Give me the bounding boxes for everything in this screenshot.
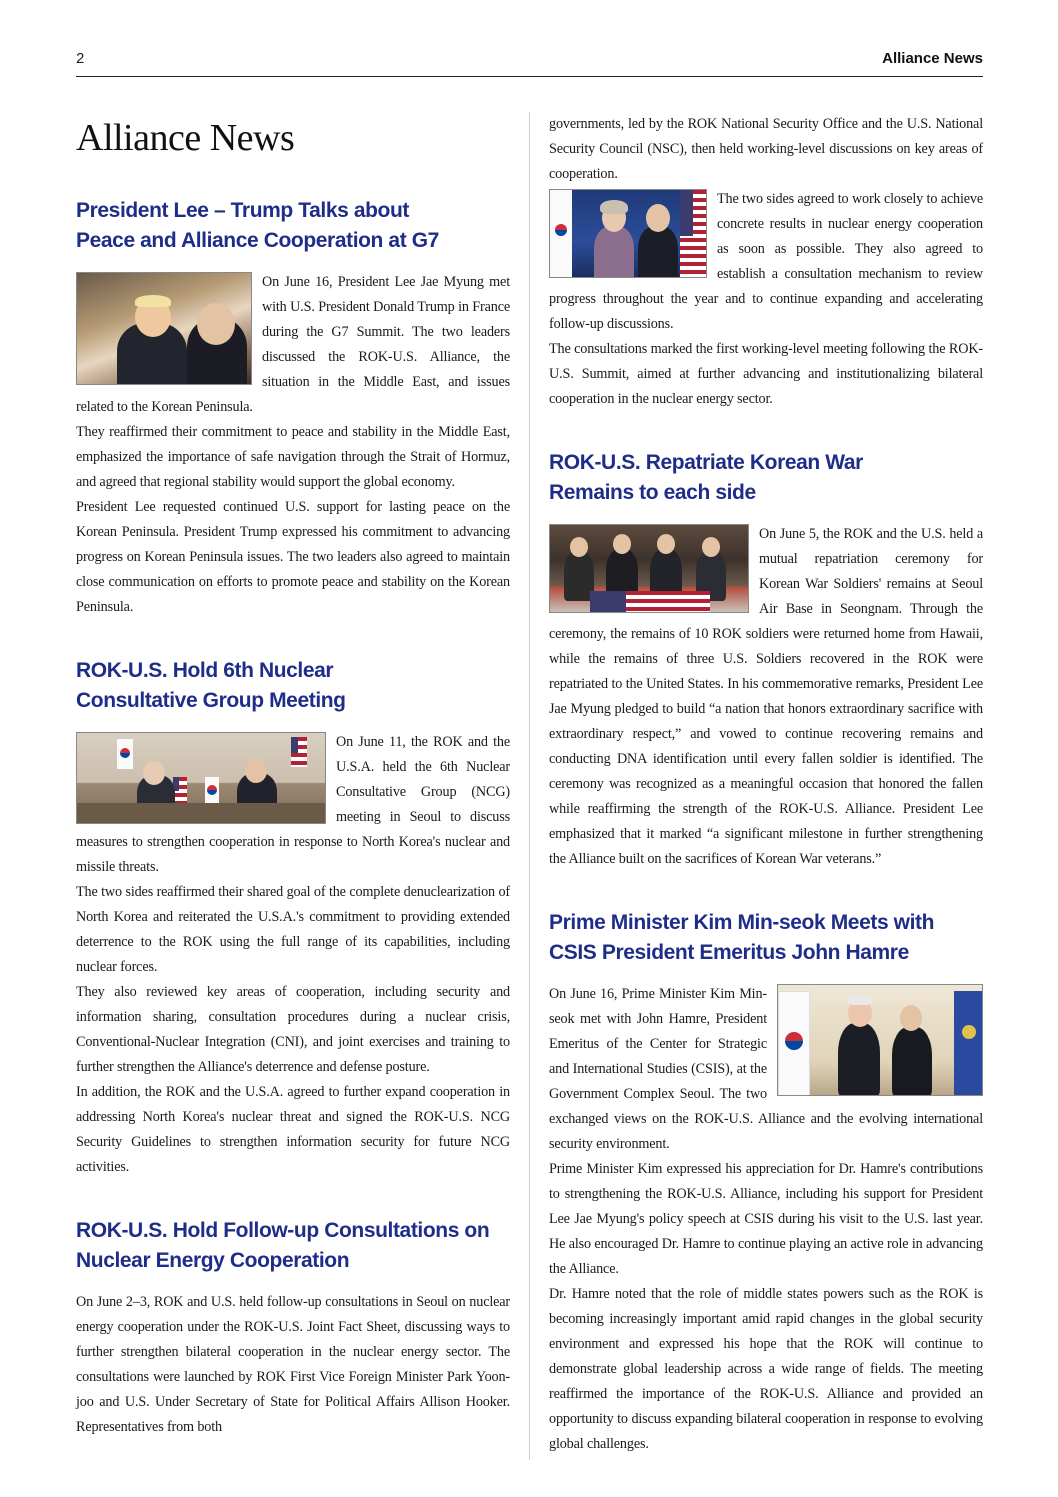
- article-paragraph: In addition, the ROK and the U.S.A. agreed to further expand cooperation in addressing North Korea's nuclear threat and signed the ROK-U.S. NCG Security Guidelines to strengthen information security for future NCG activities.: [76, 1084, 510, 1175]
- article-paragraph: They also reviewed key areas of cooperation, including security and information sharing, consultation procedures during a nuclear crisis, Conventional-Nuclear Integration (CNI), and joint exercises and training to further strengthen the Alliance's deterrence and defense posture.: [76, 984, 510, 1075]
- article-paragraph: President Lee requested continued U.S. support for lasting peace on the Korean Peninsula. President Trump expressed his commitment to advancing progress on Korean Peninsula issues. The two leaders also agreed to maintain close communication on efforts to promote peace and stability on the Korean Peninsula.: [76, 499, 510, 615]
- article-nuclear-energy: [76, 1216, 510, 1440]
- right-column: [549, 112, 983, 1493]
- photo-ncg-signing: [76, 732, 326, 824]
- left-column: [76, 112, 510, 1476]
- article-title: ROK-U.S. Hold Follow-up Consultations on Nuclear Energy Cooperation: [76, 1219, 490, 1272]
- article-paragraph: On June 5, the ROK and the U.S. held a mutual repatriation ceremony for Korean War Soldiers' remains at Seoul Air Base in Seongnam. Through the ceremony, the remains of 10 ROK soldiers were returned home from Hawaii, while the remains of three U.S. Soldiers recovered in the ROK were repatriated to the United States. In his commemorative remarks, President Lee Jae Myung pledged to build “a nation that honors extraordinary sacrifice with extraordinary respect,” and vowed to continue recovering remains and conducting DNA identification until every fallen soldier is identified. The ceremony was recognized as a meaningful occasion that honored the fallen while reaffirming the strength of the ROK-U.S. Alliance. President Lee emphasized that it marked “a significant milestone in further strengthening the Alliance built on the sacrifices of Korean War veterans.”: [549, 526, 983, 867]
- article-title: Prime Minister Kim Min-seok Meets with CSIS President Emeritus John Hamre: [549, 911, 935, 964]
- article-title: President Lee – Trump Talks about Peace and Alliance Cooperation at G7: [76, 199, 439, 252]
- article-paragraph: On June 2–3, ROK and U.S. held follow-up consultations in Seoul on nuclear energy cooperation under the ROK-U.S. Joint Fact Sheet, discussing ways to further strengthen bilateral cooperation in the nuclear energy sector. The consultations were launched by ROK First Vice Foreign Minister Park Yoon-joo and U.S. Under Secretary of State for Political Affairs Allison Hooker. Representatives from both: [76, 1294, 510, 1435]
- article-paragraph: On June 16, Prime Minister Kim Min-seok met with John Hamre, President Emeritus of the Center for Strategic and International Studies (CSIS), at the Government Complex Seoul. The two exchanged views on the ROK-U.S. Alliance and the evolving international security environment.: [549, 986, 983, 1152]
- article-war-remains: [549, 448, 983, 872]
- article-paragraph: They reaffirmed their commitment to peace and stability in the Middle East, emphasized the importance of safe navigation through the Strait of Hormuz, and agreed that regional stability would support the global economy.: [76, 424, 510, 490]
- article-paragraph: On June 16, President Lee Jae Myung met with U.S. President Donald Trump in France during the G7 Summit. The two leaders discussed the ROK-U.S. Alliance, the situation in the Middle East, and issues related to the Korean Peninsula.: [76, 274, 510, 415]
- page-title: Alliance News: [76, 117, 295, 159]
- photo-g7-dinner: [76, 272, 252, 385]
- article-paragraph: governments, led by the ROK National Security Office and the U.S. National Security Council (NSC), then held working-level discussions on key areas of cooperation.: [549, 116, 983, 182]
- article-hamre-meeting: [549, 908, 983, 1457]
- photo-repatriation-ceremony: [549, 524, 749, 613]
- article-paragraph: Prime Minister Kim expressed his appreciation for Dr. Hamre's contributions to strengthening the ROK-U.S. Alliance, including his support for President Lee Jae Myung's policy speech at CSIS during his visit to the U.S. last year. He also encouraged Dr. Hamre to continue playing an active role in advancing the Alliance.: [549, 1161, 983, 1277]
- article-paragraph: The two sides agreed to work closely to achieve concrete results in nuclear energy cooperation as soon as possible. They also agreed to establish a consultation mechanism to review progress throughout the year and to continue expanding and accelerating follow-up discussions.: [549, 191, 983, 332]
- article-nuclear-energy-continued: [549, 112, 983, 412]
- article-paragraph: The consultations marked the first working-level meeting following the ROK-U.S. Summit, aimed at further advancing and institutionalizing bilateral cooperation in the nuclear energy sector.: [549, 341, 983, 407]
- photo-nuclear-handshake: [549, 189, 707, 278]
- article-g7-talks: [76, 196, 510, 620]
- photo-hamre-meeting: [777, 984, 983, 1096]
- column-divider: [529, 112, 530, 1460]
- article-title: ROK-U.S. Hold 6th Nuclear Consultative Group Meeting: [76, 659, 346, 712]
- article-ncg-meeting: [76, 656, 510, 1180]
- page-header: [76, 48, 983, 77]
- article-title: ROK-U.S. Repatriate Korean War Remains to each side: [549, 451, 863, 504]
- page-number: 2: [76, 50, 85, 67]
- running-title: Alliance News: [882, 50, 983, 67]
- article-paragraph: Dr. Hamre noted that the role of middle states powers such as the ROK is becoming increasingly important amid rapid changes in the global security environment and expressed his hope that the ROK will continue to demonstrate global leadership across a wide range of fields. The meeting reaffirmed the importance of the ROK-U.S. Alliance and provided an opportunity to discuss expanding bilateral cooperation in response to evolving global challenges.: [549, 1286, 983, 1452]
- article-paragraph: On June 11, the ROK and the U.S.A. held the 6th Nuclear Consultative Group (NCG) meeting in Seoul to discuss measures to strengthen cooperation in response to North Korea's nuclear and missile threats.: [76, 734, 510, 875]
- article-paragraph: The two sides reaffirmed their shared goal of the complete denuclearization of North Korea and reiterated the U.S.A.'s commitment to providing extended deterrence to the ROK using the full range of its capabilities, including nuclear forces.: [76, 884, 510, 975]
